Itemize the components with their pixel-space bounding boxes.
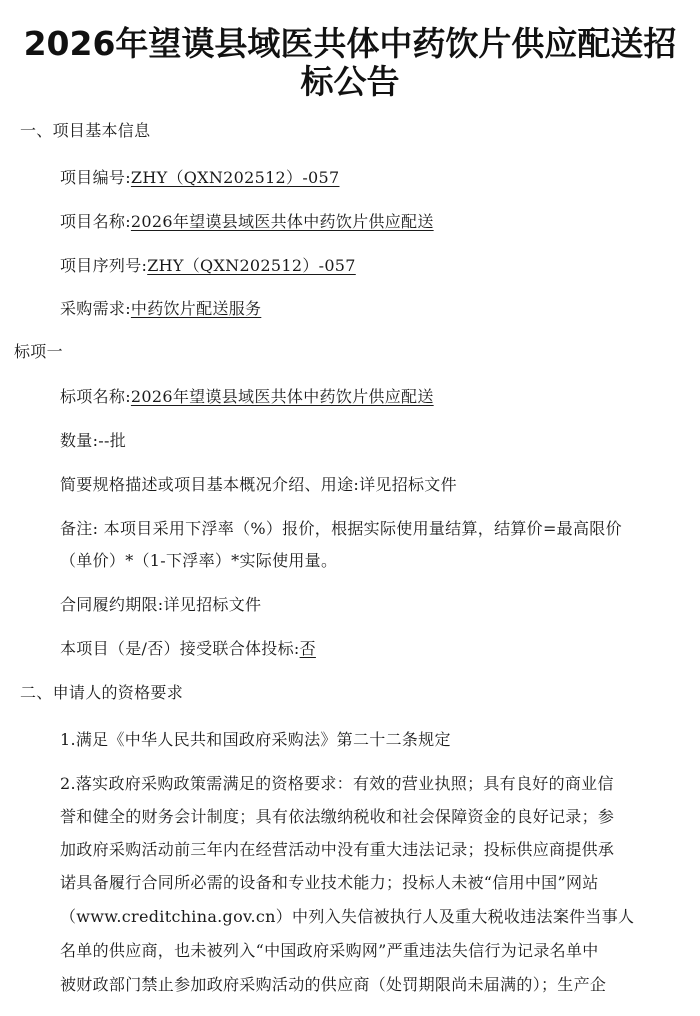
project-number-row [60,167,339,189]
remark-line-2: （单价）*（1-下浮率）*实际使用量。 [60,551,338,570]
qualification-item-2-line: 名单的供应商，也未被列入“中国政府采购网”严重违法失信行为记录名单中 [60,941,599,960]
project-name-row [60,211,434,233]
consortium-value: 否 [299,639,316,658]
project-serial-value: ZHY（QXN202512）-057 [147,256,356,275]
project-serial-row [60,255,356,277]
contract-term-row: 合同履约期限:详见招标文件 [60,595,262,614]
qualification-item-2-line: 加政府采购活动前三年内在经营活动中没有重大违法记录；投标供应商提供承 [60,840,615,859]
procurement-demand-label: 采购需求: [60,299,131,318]
quantity-row: 数量:--批 [60,431,127,450]
consortium-row [60,638,316,660]
qualification-item-2-line: 2.落实政府采购政策需满足的资格要求：有效的营业执照；具有良好的商业信 [60,774,614,793]
lot-name-row [60,386,434,408]
section-1-heading: 一、项目基本信息 [20,121,151,140]
project-number-label: 项目编号: [60,168,131,187]
procurement-demand-row [60,298,261,320]
spec-row: 简要规格描述或项目基本概况介绍、用途:详见招标文件 [60,475,457,494]
remark-line-1: 备注: 本项目采用下浮率（%）报价，根据实际使用量结算，结算价=最高限价 [60,519,622,538]
project-name-label: 项目名称: [60,212,131,231]
project-name-value: 2026年望谟县域医共体中药饮片供应配送 [130,212,434,231]
qualification-item-2-line: 诺具备履行合同所必需的设备和专业技术能力；投标人未被“信用中国”网站 [60,873,599,892]
consortium-label: 本项目（是/否）接受联合体投标: [60,639,300,658]
qualification-item-2-line: 被财政部门禁止参加政府采购活动的供应商（处罚期限尚未届满的）；生产企 [60,975,607,994]
project-number-value: ZHY（QXN202512）-057 [130,168,340,187]
document-title-line-1: 2026年望谟县域医共体中药饮片供应配送招 [23,24,677,63]
qualification-item-2-line: 誉和健全的财务会计制度；具有依法缴纳税收和社会保障资金的良好记录；参 [60,807,615,826]
lot-name-value: 2026年望谟县域医共体中药饮片供应配送 [130,387,434,406]
section-2-heading: 二、申请人的资格要求 [20,683,184,702]
procurement-demand-value: 中药饮片配送服务 [130,299,262,318]
qualification-item-1: 1.满足《中华人民共和国政府采购法》第二十二条规定 [60,730,451,749]
document-title-line-2: 标公告 [300,62,400,101]
qualification-item-2-line: （www.creditchina.gov.cn）中列入失信被执行人及重大税收违法案件当事人 [60,907,635,926]
lot-heading: 标项一 [14,342,63,361]
lot-name-label: 标项名称: [60,387,131,406]
project-serial-label: 项目序列号: [60,256,148,275]
